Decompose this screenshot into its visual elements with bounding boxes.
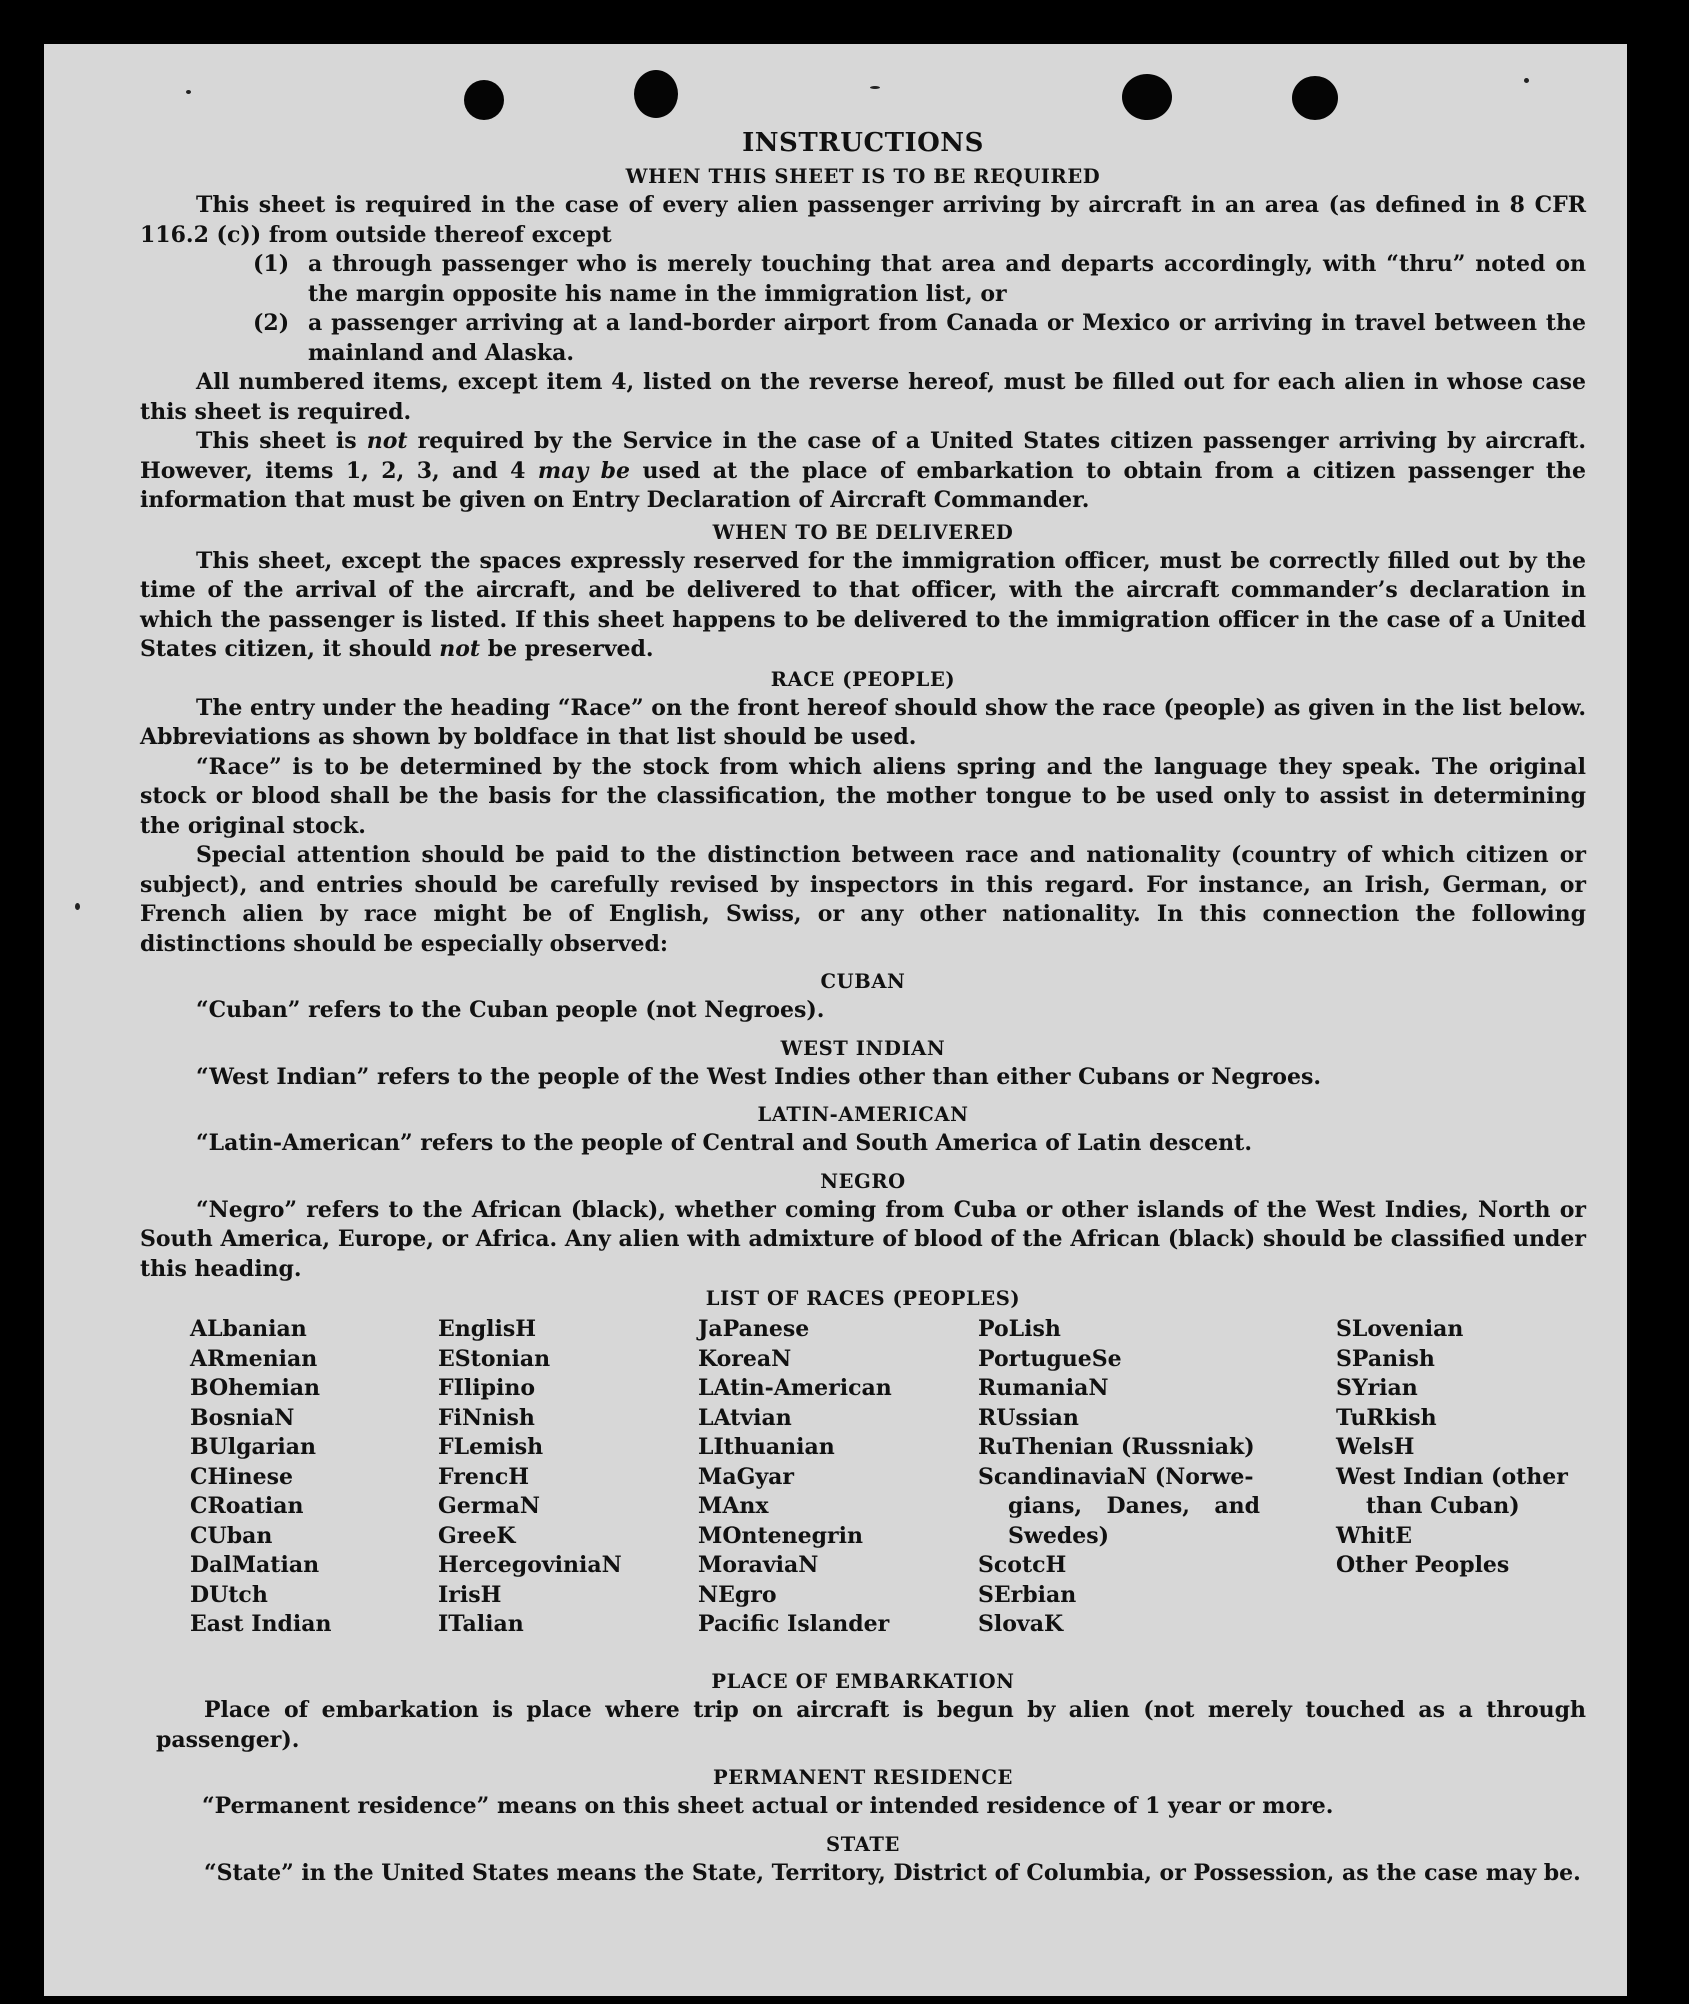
race-item: ALbanian [190, 1316, 307, 1342]
section-heading: PLACE OF EMBARKATION [711, 1670, 1015, 1693]
race-item: RumaniaN [978, 1375, 1109, 1401]
race-column [698, 1315, 892, 1640]
punch-hole [464, 80, 504, 120]
race-item: LAtin-American [698, 1375, 892, 1401]
definition-text: “Negro” refers to the African (black), whether coming from Cuba or other islands of the West Indies, North or South America, Europe, or Africa. Any alien with admixture of blood of the African (black) should be classified under this heading. [140, 1196, 1586, 1282]
race-item: KoreaN [698, 1345, 792, 1372]
paragraph: “Permanent residence” means on this sheet actual or intended residence of 1 year or more. [202, 1793, 1334, 1819]
race-item: RuThenian (Russniak) [978, 1434, 1255, 1460]
race-list-heading: LIST OF RACES (PEOPLES) [705, 1287, 1021, 1310]
race-item: BUlgarian [190, 1434, 316, 1460]
list-number: (1) [253, 251, 290, 277]
race-item: EnglisH [438, 1316, 537, 1342]
race-item: EStonian [438, 1345, 551, 1372]
race-item: CUban [190, 1522, 273, 1549]
race-item: LAtvian [698, 1404, 792, 1431]
list-text: a passenger arriving at a land-border airport from Canada or Mexico or arriving in travel between the mainland and Alaska. [308, 310, 1586, 366]
race-item: CRoatian [190, 1493, 304, 1519]
race-item: NEgro [698, 1581, 777, 1608]
punch-hole [634, 70, 678, 118]
race-item: East Indian [190, 1611, 332, 1637]
race-item: PortugueSe [978, 1345, 1122, 1372]
section-heading: STATE [826, 1832, 900, 1856]
list-item [140, 309, 1586, 368]
paragraph: Place of embarkation is place where trip on aircraft is begun by alien (not merely touched as a through passenger). [156, 1697, 1586, 1753]
race-item-continuation: than Cuban) [1366, 1493, 1520, 1519]
race-item: BOhemian [190, 1375, 321, 1401]
race-item: FiNnish [438, 1404, 535, 1431]
punch-hole [1292, 76, 1338, 120]
list-number: (2) [253, 310, 290, 336]
race-item: HercegoviniaN [438, 1552, 622, 1578]
race-item: SLovenian [1336, 1316, 1464, 1342]
race-item: DUtch [190, 1581, 268, 1608]
definition-heading: NEGRO [820, 1169, 906, 1193]
race-item: LIthuanian [698, 1434, 835, 1460]
definition-heading: LATIN-AMERICAN [757, 1103, 969, 1126]
definition-heading: WEST INDIAN [780, 1036, 946, 1060]
race-item: ScandinaviaN (Norwe- [978, 1463, 1254, 1490]
race-item: FLemish [438, 1434, 544, 1460]
section-heading: WHEN TO BE DELIVERED [712, 520, 1014, 544]
paragraph: All numbered items, except item 4, listed on the reverse hereof, must be filled out for each alien in whose case this sheet is required. [140, 369, 1586, 425]
race-item: WhitE [1336, 1522, 1412, 1549]
race-item: FrencH [438, 1463, 529, 1490]
scan-speck [1524, 78, 1529, 83]
paragraph: This sheet is not required by the Service in the case of a United States citizen passenger arriving by aircraft. However, items 1, 2, 3, and 4 may be used at the place of embarkation to obtain from a citizen passenger the information that must be given on Entry Declaration of Aircraft Commander. [140, 428, 1587, 513]
race-column [438, 1315, 622, 1640]
race-item: CHinese [190, 1463, 294, 1490]
race-item: ScotcH [978, 1552, 1067, 1578]
race-item: IrisH [438, 1581, 502, 1608]
scan-speck [186, 90, 191, 94]
race-list [140, 1315, 1586, 1667]
paragraph: This sheet, except the spaces expressly reserved for the immigration officer, must be correctly filled out by the time of the arrival of the aircraft, and be delivered to that officer, with the aircraft commander’s declaration in which the passenger is listed. If this sheet happens to be delivered to the immigration officer in the case of a United States citizen, it should not be preserved. [140, 547, 1586, 662]
punch-hole [1122, 74, 1172, 120]
race-item: SlovaK [978, 1611, 1064, 1637]
paragraph: “State” in the United States means the State, Territory, District of Columbia, or Possession, as the case may be. [204, 1859, 1581, 1886]
scan-speck [870, 86, 880, 89]
definition-text: “Cuban” refers to the Cuban people (not Negroes). [196, 997, 825, 1023]
definition-text: “Latin-American” refers to the people of Central and South America of Latin descent. [196, 1130, 1252, 1156]
race-item: BosniaN [190, 1404, 295, 1431]
race-column [978, 1315, 1260, 1640]
race-item: PoLish [978, 1316, 1061, 1342]
race-item: FIlipino [438, 1375, 536, 1401]
race-item: Other Peoples [1336, 1552, 1510, 1578]
race-item: WelsH [1336, 1434, 1415, 1460]
scan-speck [75, 903, 80, 910]
race-item: SErbian [978, 1581, 1077, 1608]
race-item: GermaN [438, 1493, 541, 1519]
paragraph: This sheet is required in the case of every alien passenger arriving by aircraft in an area (as defined in 8 CFR 116.2 (c)) from outside thereof except [140, 192, 1586, 248]
section-heading: RACE (PEOPLE) [770, 667, 956, 691]
document-page [44, 44, 1627, 1996]
race-column [190, 1315, 332, 1640]
race-item: ITalian [438, 1611, 524, 1637]
race-item: ARmenian [190, 1345, 318, 1372]
race-item: SYrian [1336, 1375, 1418, 1401]
paragraph: “Race” is to be determined by the stock from which aliens spring and the language they speak. The original stock or blood shall be the basis for the classification, the mother tongue to be used only to assist in determining the original stock. [140, 753, 1586, 839]
race-item: GreeK [438, 1522, 516, 1549]
race-item: West Indian (other [1336, 1463, 1568, 1490]
race-item: SPanish [1336, 1345, 1435, 1372]
race-item: DalMatian [190, 1552, 320, 1578]
definition-heading: CUBAN [820, 970, 906, 993]
paragraph: The entry under the heading “Race” on the front hereof should show the race (people) as given in the list below. Abbreviations as shown by boldface in that list should be used. [140, 694, 1586, 750]
list-text: a through passenger who is merely touching that area and departs accordingly, with “thru” noted on the margin opposite his name in the immigration list, or [308, 251, 1586, 307]
race-item: JaPanese [698, 1316, 810, 1342]
paragraph: Special attention should be paid to the distinction between race and nationality (country of which citizen or subject), and entries should be carefully revised by inspectors in this regard. For instance, an Irish, German, or French alien by race might be of English, Swiss, or any other nationality. In this connection the following distinctions should be especially observed: [140, 842, 1586, 957]
race-item: MoraviaN [698, 1552, 819, 1578]
race-column [1336, 1315, 1592, 1581]
race-item: MaGyar [698, 1463, 795, 1490]
race-item-continuation: gians, Danes, and Swedes) [1008, 1493, 1260, 1549]
definition-text: “West Indian” refers to the people of the West Indies other than either Cubans or Negroes. [196, 1063, 1322, 1090]
page-title: INSTRUCTIONS [742, 128, 984, 158]
race-item: Pacific Islander [698, 1611, 890, 1637]
race-item: RUssian [978, 1404, 1079, 1431]
list-item [140, 250, 1586, 309]
race-item: MOntenegrin [698, 1522, 863, 1549]
race-item: MAnx [698, 1493, 769, 1519]
section-heading: WHEN THIS SHEET IS TO BE REQUIRED [625, 165, 1101, 188]
race-item: TuRkish [1336, 1404, 1437, 1431]
section-heading: PERMANENT RESIDENCE [713, 1766, 1013, 1789]
